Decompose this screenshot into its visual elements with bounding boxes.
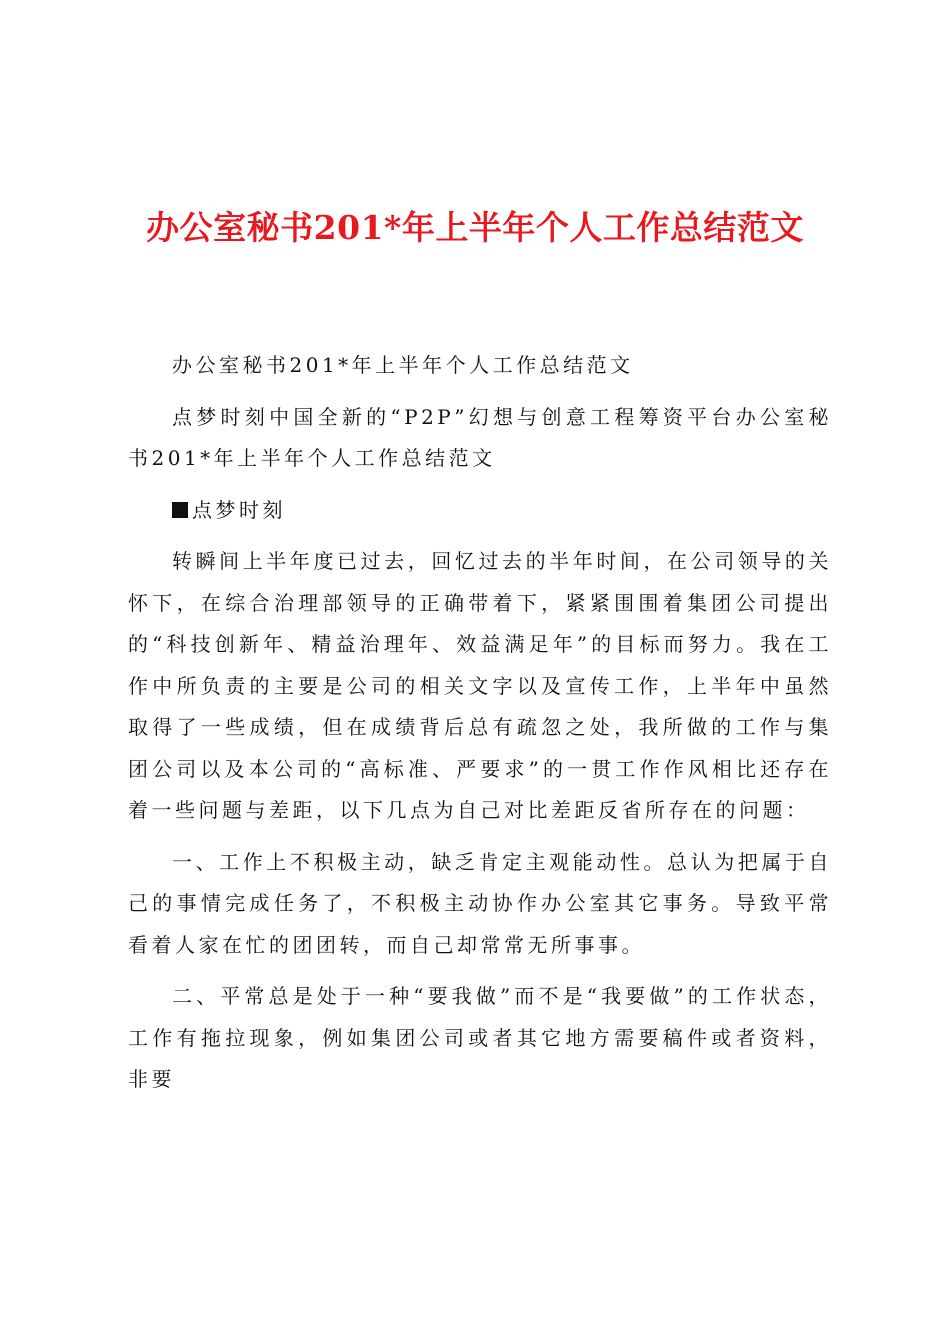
paragraph-subtitle: 办公室秘书201*年上半年个人工作总结范文: [172, 353, 634, 377]
black-square-icon: [172, 502, 188, 518]
paragraph-intro: 转瞬间上半年度已过去，回忆过去的半年时间，在公司领导的关怀下，在综合治理部领导的正确带着下，紧紧围围着集团公司提出的“科技创新年、精益治理年、效益满足年”的目标而努力。我在工作中所负责的主要是公司的相关文字以及宣传工作，上半年中虽然取得了一些成绩，但在成绩背后总有疏忽之处，我所做的工作与集团公司以及本公司的“高标准、严要求”的一贯工作作风相比还存在着一些问题与差距，以下几点为自己对比差距反省所存在的问题：: [128, 549, 832, 822]
bullet-label: 点梦时刻: [192, 497, 286, 522]
paragraph-problem-2: 二、平常总是处于一种“要我做”而不是“我要做”的工作状态，工作有拖拉现象，例如集团公司或者其它地方需要稿件或者资料，非要: [128, 984, 832, 1091]
paragraph-source: 点梦时刻中国全新的“P2P”幻想与创意工程筹资平台办公室秘书201*年上半年个人工作总结范文: [128, 404, 832, 470]
document-title: 办公室秘书201*年上半年个人工作总结范文: [146, 208, 804, 247]
bullet-item: [128, 490, 832, 532]
document-body: [128, 345, 832, 1111]
paragraph-problem-1: 一、工作上不积极主动，缺乏肯定主观能动性。总认为把属于自己的事情完成任务了，不积极主动协作办公室其它事务。导致平常看着人家在忙的团团转，而自己却常常无所事事。: [128, 849, 832, 957]
